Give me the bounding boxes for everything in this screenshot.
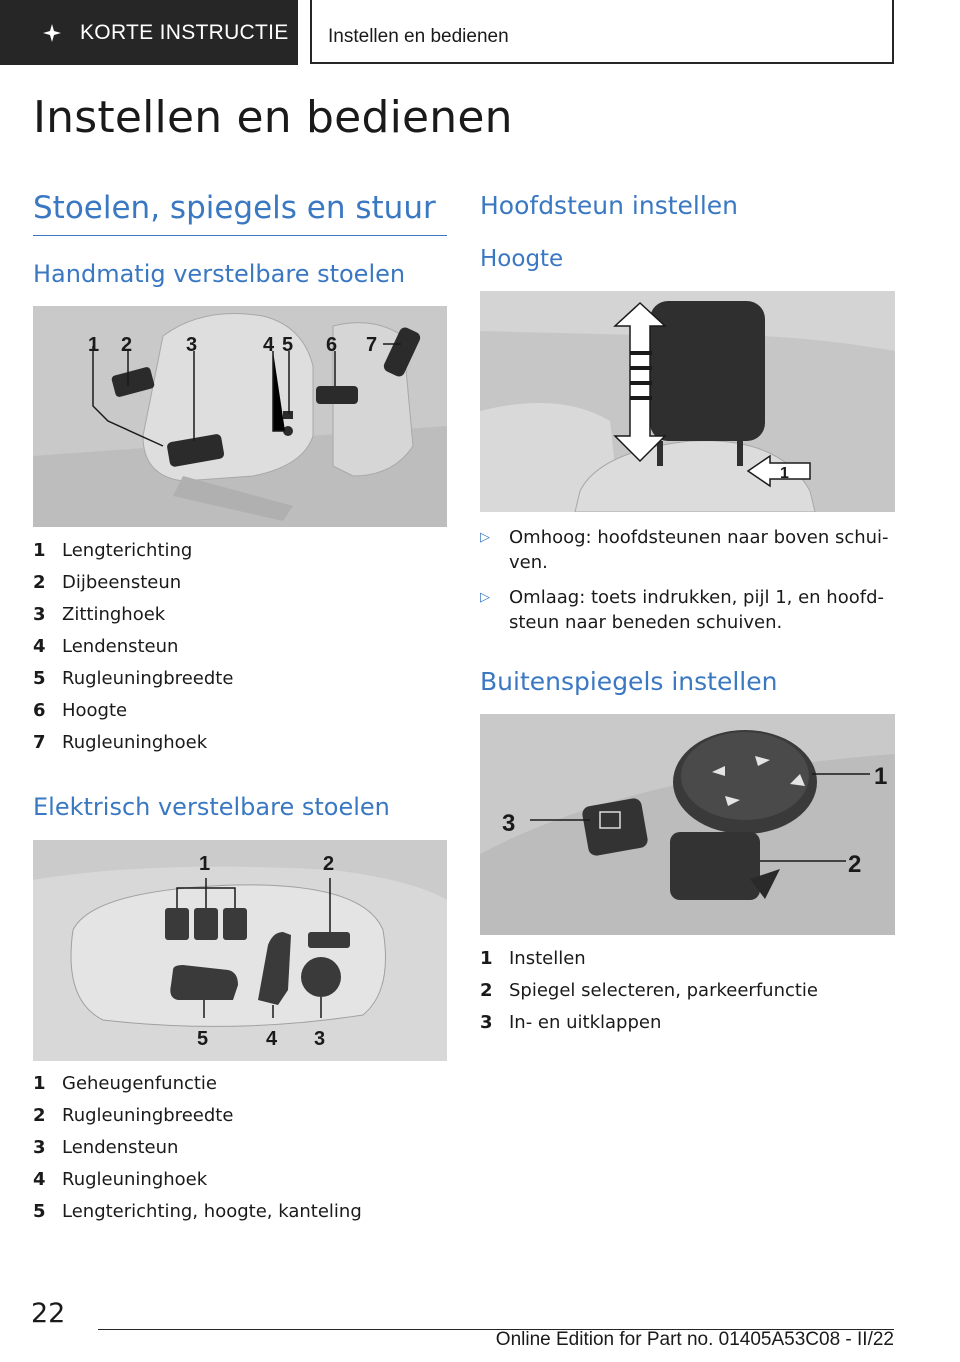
list-item bbox=[33, 604, 233, 636]
manual-seats-list bbox=[33, 540, 233, 764]
figure-label: 4 bbox=[266, 1028, 278, 1050]
item-number: 1 bbox=[33, 1073, 46, 1094]
list-item bbox=[33, 572, 233, 604]
list-item bbox=[33, 732, 233, 764]
triangle-bullet-icon: ▷ bbox=[480, 590, 490, 605]
electric-seats-list bbox=[33, 1073, 362, 1233]
item-text: Rugleuninghoek bbox=[62, 1169, 208, 1190]
list-item bbox=[480, 980, 818, 1012]
figure-label: 3 bbox=[314, 1028, 326, 1050]
header-tab bbox=[0, 0, 298, 65]
item-text: Rugleuningbreedte bbox=[62, 1105, 234, 1126]
mirror-control-figure bbox=[480, 714, 895, 935]
step-item bbox=[480, 585, 895, 635]
item-text: Rugleuningbreedte bbox=[62, 668, 234, 689]
figure-label: 3 bbox=[186, 334, 198, 356]
figure-label: 5 bbox=[282, 334, 294, 356]
item-text: Lengterichting, hoogte, kanteling bbox=[62, 1201, 362, 1222]
footer-edition: Online Edition for Part no. 01405A53C08 - II/22 bbox=[495, 1329, 894, 1350]
list-item bbox=[33, 1169, 362, 1201]
item-number: 4 bbox=[33, 1169, 46, 1190]
header-tab-label: KORTE INSTRUCTIE bbox=[80, 21, 289, 44]
figure-label: 1 bbox=[88, 334, 100, 356]
item-text: Lendensteun bbox=[62, 1137, 179, 1158]
item-number: 5 bbox=[33, 668, 46, 689]
headrest-figure bbox=[480, 291, 895, 512]
list-item bbox=[33, 1201, 362, 1233]
list-item bbox=[33, 700, 233, 732]
item-number: 6 bbox=[33, 700, 46, 721]
page-number: 22 bbox=[31, 1298, 66, 1329]
item-text: Geheugenfunctie bbox=[62, 1073, 218, 1094]
item-text: Rugleuninghoek bbox=[62, 732, 208, 753]
figure-label: 2 bbox=[121, 334, 133, 356]
step-item bbox=[480, 525, 895, 575]
list-item bbox=[480, 1012, 818, 1044]
item-number: 4 bbox=[33, 636, 46, 657]
item-number: 2 bbox=[33, 572, 46, 593]
figure-label: 2 bbox=[323, 853, 335, 875]
list-item bbox=[33, 1105, 362, 1137]
list-item bbox=[33, 636, 233, 668]
step-text: Omlaag: toets indrukken, pijl 1, en hoofd-steun naar beneden schuiven. bbox=[509, 587, 884, 633]
list-item bbox=[33, 1137, 362, 1169]
item-number: 1 bbox=[33, 540, 46, 561]
star-icon bbox=[42, 23, 62, 43]
figure-label: 1 bbox=[780, 465, 789, 482]
item-text: Instellen bbox=[509, 948, 586, 969]
item-number: 1 bbox=[480, 948, 493, 969]
section-title: Stoelen, spiegels en stuur bbox=[33, 190, 436, 226]
triangle-bullet-icon: ▷ bbox=[480, 530, 490, 545]
item-text: Spiegel selecteren, parkeerfunctie bbox=[509, 980, 819, 1001]
figure-label: 4 bbox=[263, 334, 275, 356]
section-divider bbox=[33, 235, 447, 236]
item-number: 2 bbox=[480, 980, 493, 1001]
mirrors-heading: Buitenspiegels instellen bbox=[480, 667, 778, 696]
mirrors-list bbox=[480, 948, 818, 1044]
list-item bbox=[33, 1073, 362, 1105]
item-text: Zittinghoek bbox=[62, 604, 166, 625]
figure-label: 3 bbox=[502, 810, 516, 837]
item-number: 3 bbox=[480, 1012, 493, 1033]
item-number: 2 bbox=[33, 1105, 46, 1126]
item-number: 7 bbox=[33, 732, 46, 753]
headrest-subheading: Hoogte bbox=[480, 246, 564, 272]
electric-seats-heading: Elektrisch verstelbare stoelen bbox=[33, 793, 390, 821]
figure-label: 5 bbox=[197, 1028, 209, 1050]
breadcrumb bbox=[310, 0, 894, 64]
headrest-heading: Hoofdsteun instellen bbox=[480, 191, 739, 220]
headrest-steps bbox=[480, 525, 895, 645]
item-number: 3 bbox=[33, 604, 46, 625]
item-text: Lengterichting bbox=[62, 540, 193, 561]
manual-seat-figure bbox=[33, 306, 447, 527]
figure-label: 1 bbox=[199, 853, 211, 875]
item-number: 5 bbox=[33, 1201, 46, 1222]
figure-label: 7 bbox=[366, 334, 378, 356]
breadcrumb-label: Instellen en bedienen bbox=[328, 26, 509, 47]
figure-label: 6 bbox=[326, 334, 338, 356]
item-text: Hoogte bbox=[62, 700, 128, 721]
item-text: Dijbeensteun bbox=[62, 572, 182, 593]
list-item bbox=[480, 948, 818, 980]
figure-label: 2 bbox=[848, 851, 862, 878]
figure-label: 1 bbox=[874, 763, 888, 790]
electric-seat-figure bbox=[33, 840, 447, 1061]
list-item bbox=[33, 668, 233, 700]
page-title: Instellen en bedienen bbox=[33, 92, 513, 143]
item-text: In- en uitklappen bbox=[509, 1012, 662, 1033]
item-text: Lendensteun bbox=[62, 636, 179, 657]
item-number: 3 bbox=[33, 1137, 46, 1158]
step-text: Omhoog: hoofdsteunen naar boven schui-ven. bbox=[509, 527, 889, 573]
list-item bbox=[33, 540, 233, 572]
manual-seats-heading: Handmatig verstelbare stoelen bbox=[33, 260, 406, 288]
